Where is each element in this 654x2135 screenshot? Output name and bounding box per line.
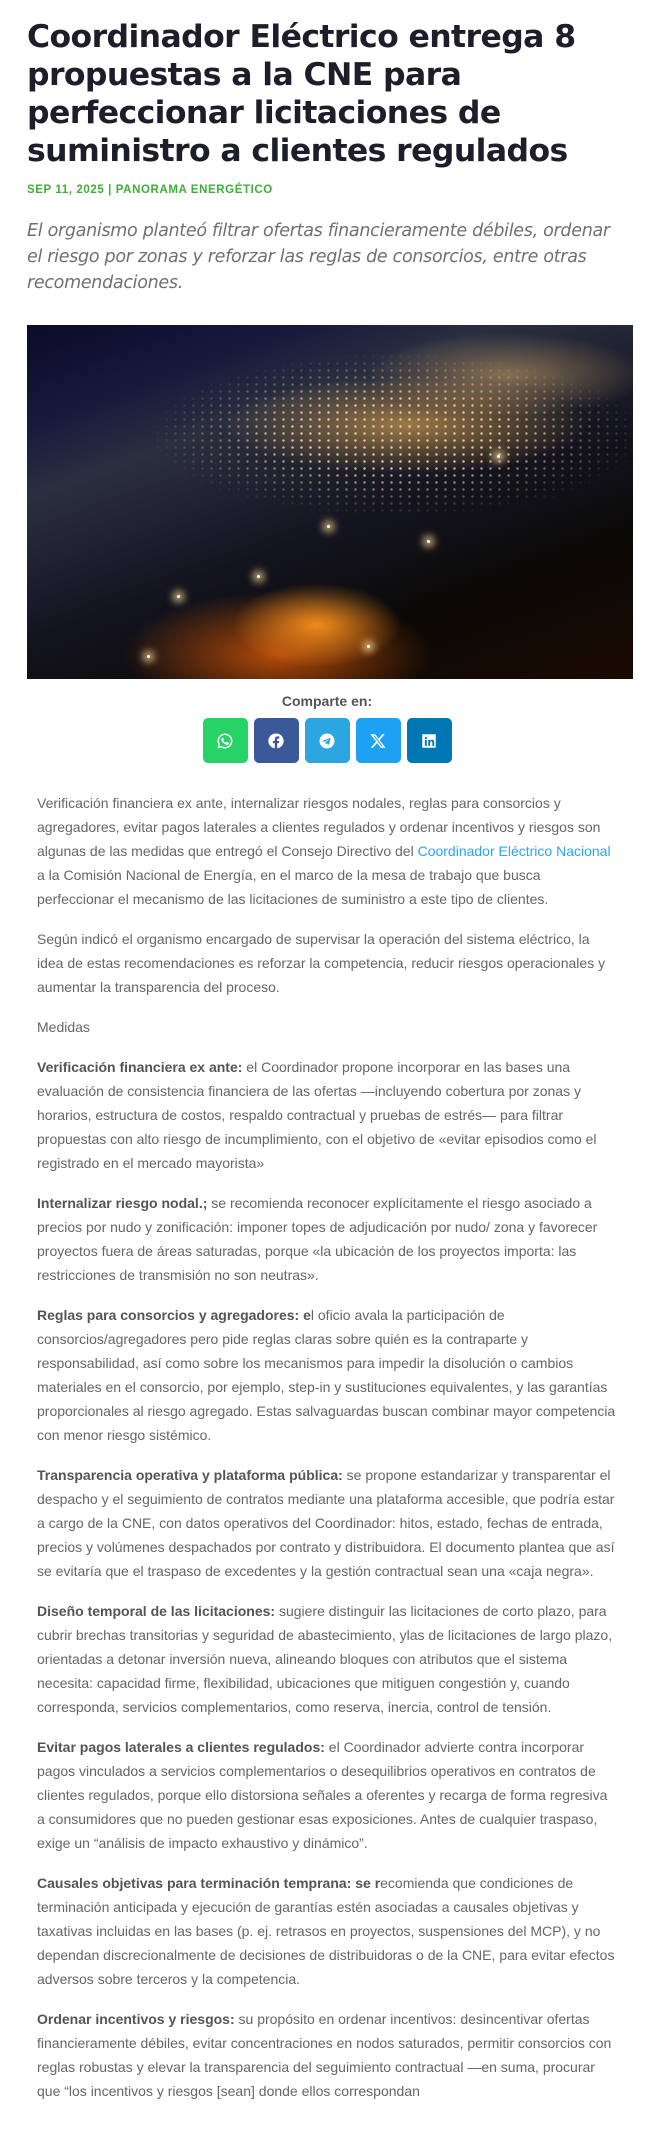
article-subtitle: El organismo planteó filtrar ofertas financieramente débiles, ordenar el riesgo por zonas y reforzar las reglas de consorcios, entre otras recomendaciones.: [27, 221, 610, 293]
measure-item: Internalizar riesgo nodal.; se recomienda reconocer explícitamente el riesgo asociado a precios por nudo y zonificación: imponer topes de adjudicación por nudo/ zona y favorecer proyectos fuera de áreas saturadas, porque «la ubicación de los proyectos importa: las restricciones de transmisión no son neutras».: [37, 1195, 598, 1283]
share-label: Comparte en:: [281, 693, 373, 709]
linkedin-share-button[interactable]: [407, 718, 452, 763]
linkedin-icon: [420, 732, 438, 750]
facebook-share-button[interactable]: [254, 718, 299, 763]
x-share-button[interactable]: [356, 718, 401, 763]
section-label-medidas: Medidas: [37, 1019, 90, 1035]
paragraph-intro: Verificación financiera ex ante, internalizar riesgos nodales, reglas para consorcios y agregadores, evitar pagos laterales a clientes regulados y ordenar incentivos y riesgos son algunas de las medidas que entregó el Consejo Directivo del Coordinador Eléctrico Nacional a la Comisión Nacional de Energía, en el marco de la mesa de trabajo que busca perfeccionar el mecanismo de las licitaciones de suministro a este tipo de clientes.: [37, 795, 611, 907]
telegram-share-button[interactable]: [305, 718, 350, 763]
telegram-icon: [318, 732, 336, 750]
coordinador-link[interactable]: Coordinador Eléctrico Nacional: [417, 843, 611, 859]
whatsapp-share-button[interactable]: [203, 718, 248, 763]
hero-image-night-city: [27, 325, 633, 679]
meta-separator: |: [104, 184, 116, 196]
article-body: [27, 791, 627, 2103]
measure-item: Causales objetivas para terminación temprana: se recomienda que condiciones de terminación anticipada y ejecución de garantías estén asociadas a causales objetivas y taxativas incluidas en las bases (p. ej. retrasos en proyectos, suspensiones del MCP), y no dependan discrecionalmente de decisiones de distribuidoras o de la CNE, para evitar efectos adversos sobre terceros y la competencia.: [37, 1875, 615, 1987]
measure-item: Ordenar incentivos y riesgos: su propósito en ordenar incentivos: desincentivar ofertas financieramente débiles, evitar concentraciones en nodos saturados, permitir consorcios con reglas robustas y elevar la transparencia del seguimiento contractual —en suma, procurar que “los incentivos y riesgos [sean] donde ellos correspondan: [37, 2011, 612, 2099]
share-buttons: [27, 718, 627, 763]
facebook-icon: [267, 732, 285, 750]
article-meta: [27, 184, 627, 196]
paragraph: Según indicó el organismo encargado de supervisar la operación del sistema eléctrico, la idea de estas recomendaciones es reforzar la competencia, reducir riesgos operacionales y aumentar la transparencia del proceso.: [37, 931, 606, 995]
measure-item: Evitar pagos laterales a clientes regulados: el Coordinador advierte contra incorporar pagos vinculados a servicios complementarios o desequilibrios operativos en contratos de clientes regulados, porque ello distorsiona señales a oferentes y recarga de forma regresiva a consumidores que no pueden gestionar esas exposiciones. Antes de cualquier traspaso, exige un “análisis de impacto exhaustivo y dinámico”.: [37, 1739, 608, 1851]
whatsapp-icon: [216, 732, 234, 750]
x-icon: [369, 732, 387, 750]
article-date: SEP 11, 2025: [27, 184, 105, 196]
measure-item: Transparencia operativa y plataforma pública: se propone estandarizar y transparentar el despacho y el seguimiento de contratos mediante una plataforma accesible, que podría estar a cargo de la CNE, con datos operativos del Coordinador: hitos, estado, fechas de entrada, precios y volúmenes despachados por contrato y distribuidora. El documento plantea que así se evitaría que el traspaso de excedentes y la gestión contractual sean una «caja negra».: [37, 1467, 615, 1579]
article-title: Coordinador Eléctrico entrega 8 propuestas a la CNE para perfeccionar licitaciones de suministro a clientes regulados: [27, 19, 576, 169]
measure-item: Reglas para consorcios y agregadores: el oficio avala la participación de consorcios/agregadores pero pide reglas claras sobre quién es la contraparte y responsabilidad, así como sobre los mecanismos para impedir la disolución o cambios materiales en el consorcio, por ejemplo, step-in y sustituciones equivalentes, y las garantías proporcionales al riesgo agregado. Estas salvaguardas buscan combinar mayor competencia con menor riesgo sistémico.: [37, 1307, 616, 1443]
measure-item: Diseño temporal de las licitaciones: sugiere distinguir las licitaciones de corto plazo, para cubrir brechas transitorias y seguridad de abastecimiento, ylas de licitaciones de largo plazo, orientadas a detonar inversión nueva, alineando bloques con atributos que el sistema necesita: capacidad firme, flexibilidad, ubicaciones que mitiguen congestión y, cuando corresponda, servicios complementarios, como reserva, inercia, control de tensión.: [37, 1603, 613, 1715]
measure-item: Verificación financiera ex ante: el Coordinador propone incorporar en las bases una evaluación de consistencia financiera de las ofertas —incluyendo cobertura por zonas y horarios, estructura de costos, respaldo contractual y pruebas de estrés— para filtrar propuestas con alto riesgo de incumplimiento, con el objetivo de «evitar episodios como el registrado en el mercado mayorista»: [37, 1059, 597, 1171]
article-category[interactable]: PANORAMA ENERGÉTICO: [115, 184, 273, 196]
city-lights: [27, 325, 633, 679]
